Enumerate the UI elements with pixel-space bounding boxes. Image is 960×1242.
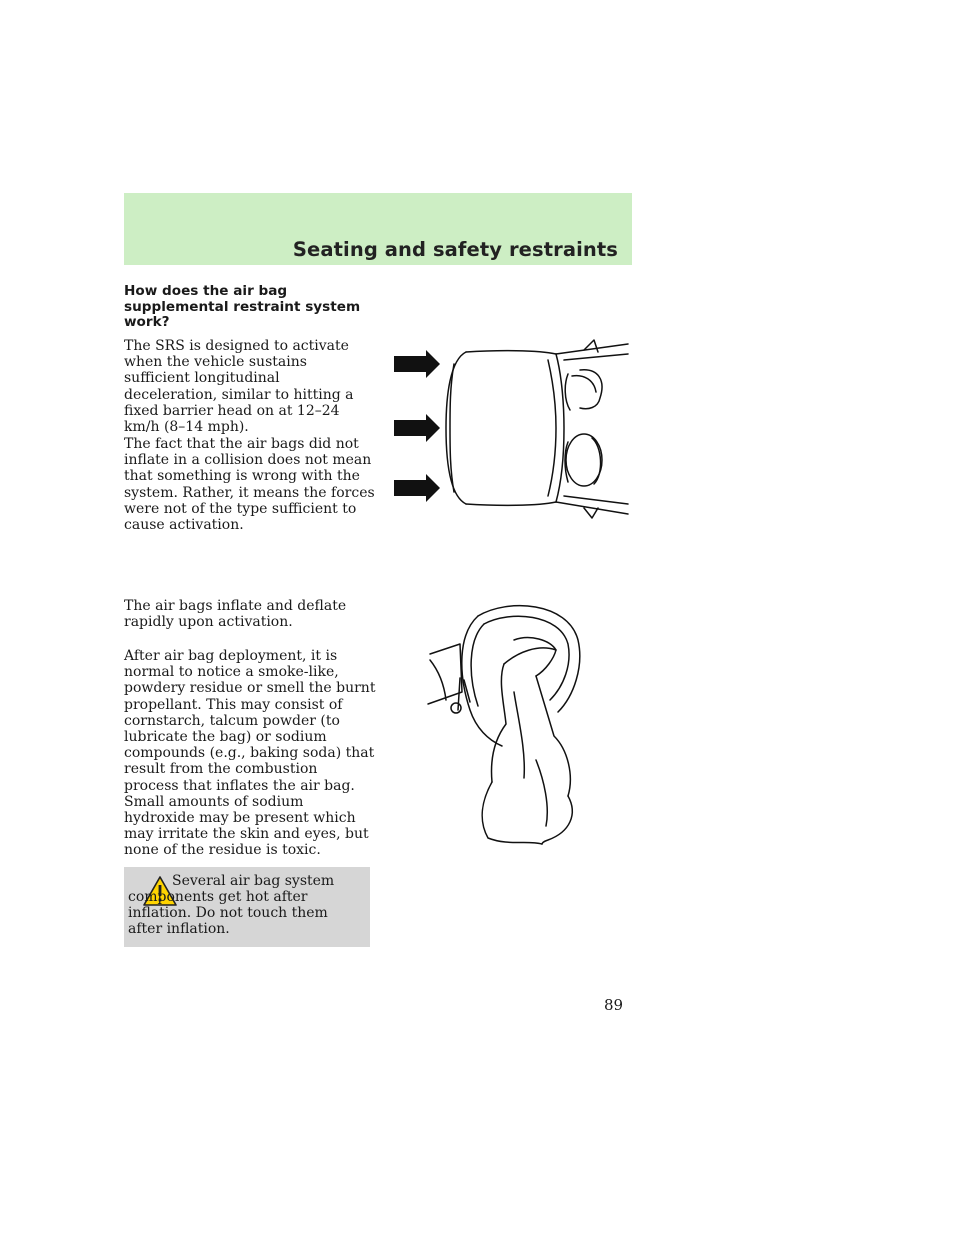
section-title: Seating and safety restraints xyxy=(292,238,618,261)
paragraph-no-inflation: The fact that the air bags did not inflate in a collision does not mean that something is wrong with the system. Rather, it means the forces were not of the type sufficient to cause activation. xyxy=(124,436,375,534)
impact-arrow-icon xyxy=(394,350,440,378)
section-header-band xyxy=(124,193,632,265)
warning-box xyxy=(124,867,370,947)
paragraph-deployment-residue: After air bag deployment, it is normal to notice a smoke-like, powdery residue or smell the burnt propellant. This may consist of cornstarch, talcum powder (to lubricate the bag) or sodium compounds (e.g., baking soda) that result from the combustion process that inflates the air bag. Small amounts of sodium hydroxide may be present which may irritate the skin and eyes, but none of the residue is toxic. xyxy=(124,648,376,859)
page-number: 89 xyxy=(604,996,624,1014)
paragraph-inflate-deflate: The air bags inflate and deflate rapidly upon activation. xyxy=(124,598,347,631)
impact-arrow-icon xyxy=(394,414,440,442)
warning-text: Several air bag system components get hot after inflation. Do not touch them after inflation. xyxy=(128,873,335,937)
deployed-airbag-figure xyxy=(418,600,594,848)
impact-arrow-icon xyxy=(394,474,440,502)
paragraph-srs-activation: The SRS is designed to activate when the vehicle sustains sufficient longitudinal deceleration, similar to hitting a fixed barrier head on at 12–24 km/h (8–14 mph). xyxy=(124,338,354,436)
vehicle-frontal-impact-figure xyxy=(388,336,632,526)
section-heading: How does the air bag supplemental restraint system work? xyxy=(124,283,361,330)
